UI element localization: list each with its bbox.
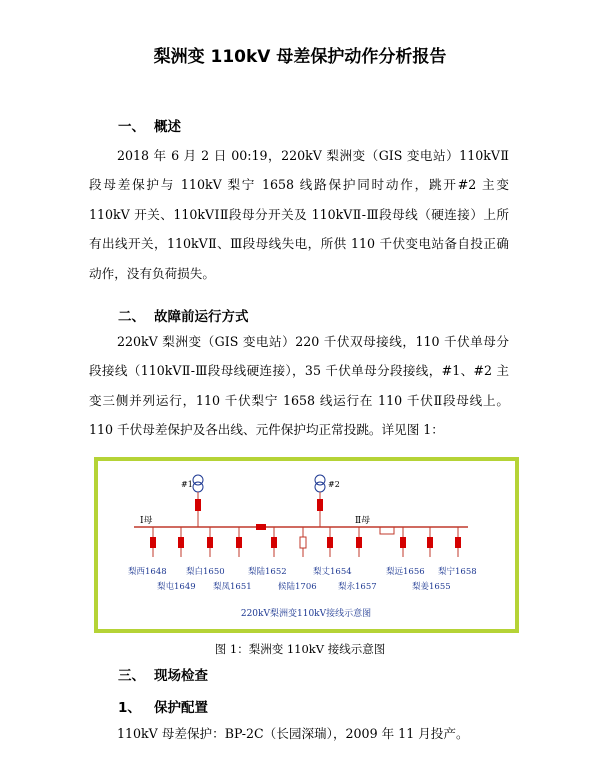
section-heading-3 [118,664,208,684]
section-number: 一、 [118,119,145,135]
feeder-breaker [356,537,362,548]
feeder-label: 梨凤1651 [213,582,252,592]
wiring-diagram [98,461,515,629]
section-heading-1 [118,115,181,135]
section-number: 二、 [118,309,145,325]
feeder-label: 候陆1706 [278,582,317,592]
feeder-label: 梨丈1654 [313,567,352,577]
feeder-label: 梨姜1655 [412,582,451,592]
section-title: 概述 [154,119,181,135]
page-title: 梨洲变 110kV 母差保护动作分析报告 [153,47,447,67]
subsection-heading [118,696,208,716]
section-title: 故障前运行方式 [154,309,249,325]
breaker [195,499,201,511]
paragraph-operation-mode: 220kV 梨洲变（GIS 变电站）220 千伏双母接线，110 千伏单母分段接线（110kVⅡ-Ⅲ段母线硬连接），35 千伏单母分段接线，#1、#2 主变三侧并列运行，110 千伏梨宁 1658 线运行在 110 千伏Ⅱ段母线上。110 千伏母差保护及各出线、元件保护均正常投跳。详见图 1： [89,334,509,438]
feeder-breaker [236,537,242,548]
feeder-breaker [178,537,184,548]
diagram-title: 220kV梨洲变110kV接线示意图 [240,609,372,619]
transformer-label-1: #1 [181,480,193,489]
feeder-label: 梨远1656 [386,567,425,577]
feeder-breaker [427,537,433,548]
feeder-label: 梨白1650 [186,567,225,577]
feeder-label: 梨西1648 [128,567,167,577]
feeder-label: 梨屯1649 [157,582,196,592]
figure-caption: 图 1：梨洲变 110kV 接线示意图 [214,642,386,656]
section-title: 现场检查 [154,668,208,684]
feeder-breaker [271,537,277,548]
bus-connection [380,527,394,534]
paragraph-protection: 110kV 母差保护：BP-2C（长园深瑞），2009 年 11 月投产。 [117,726,469,741]
feeder-label: 梨宁1658 [438,567,477,577]
feeder-breaker [150,537,156,548]
bus-coupler-breaker [256,524,266,530]
feeder-label: 梨陆1652 [248,567,287,577]
bus-label-2: Ⅱ母 [355,516,371,526]
feeder-breaker [400,537,406,548]
feeder-label: 梨永1657 [338,582,377,592]
paragraph-overview: 2018 年 6 月 2 日 00:19，220kV 梨洲变（GIS 变电站）110kVⅡ段母差保护与 110kV 梨宁 1658 线路保护同时动作，跳开#2 主变 110kV 开关、110kVⅠⅡ段母分开关及 110kVⅡ-Ⅲ段母线（硬连接）上所有出线开关，110kVⅡ、Ⅲ段母线失电，所供 110 千伏变电站备自投正确动作，没有负荷损失。 [89,148,509,281]
transformer-2 [315,475,325,527]
feeder-breaker [327,537,333,548]
feeder-breaker [455,537,461,548]
bus-label-1: Ⅰ母 [140,516,153,526]
subsection-title: 保护配置 [154,700,208,716]
section-number: 三、 [118,668,145,684]
feeder-breaker-open [300,537,306,548]
subsection-number: 1、 [118,700,141,716]
transformer-label-2: #2 [328,480,340,489]
transformer-1 [193,475,203,527]
breaker [317,499,323,511]
section-heading-2 [118,305,249,325]
feeder-breaker [207,537,213,548]
figure-box [94,457,519,633]
